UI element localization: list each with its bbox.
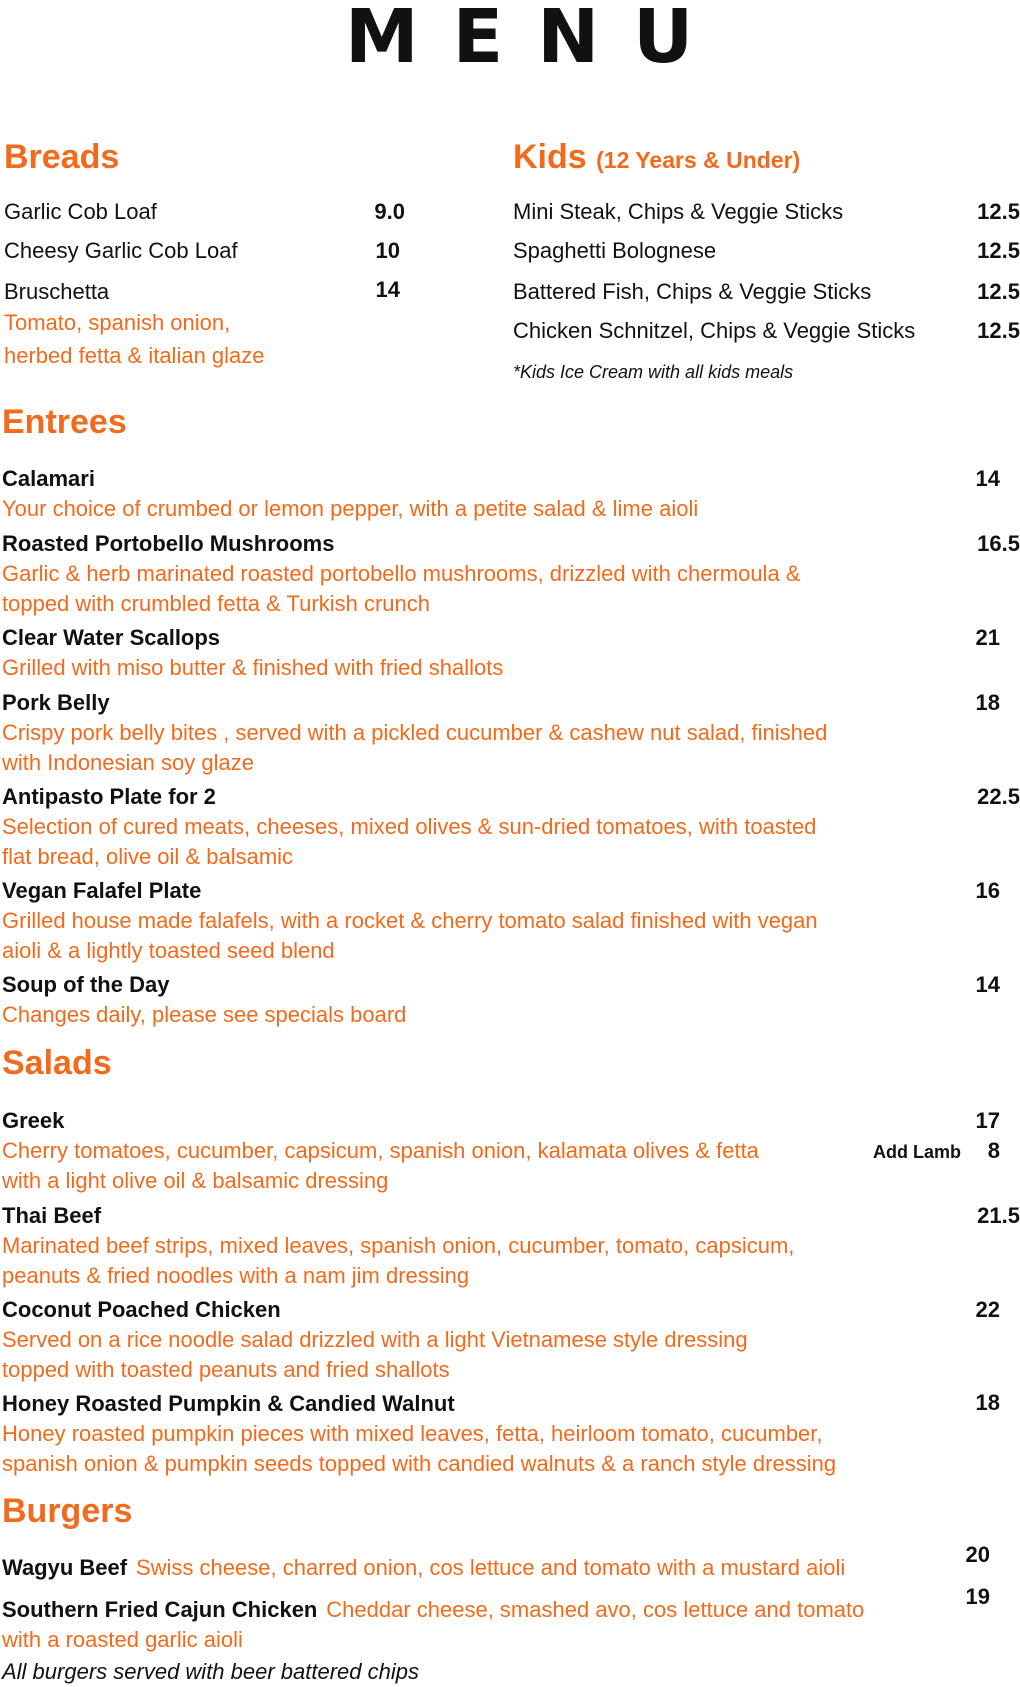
burgers-note: All burgers served with beer battered chips (2, 1659, 419, 1684)
salad-item-price: 17 (975, 1108, 1000, 1133)
entree-item-desc: Changes daily, please see specials board (2, 1002, 407, 1027)
entree-item-price: 16 (975, 878, 1000, 903)
entrees-heading: Entrees (2, 403, 127, 441)
entree-item-desc: Grilled house made falafels, with a rocket & cherry tomato salad finished with vegan (2, 908, 818, 933)
kids-heading-label: Kids (513, 138, 587, 176)
bread-item-name: Bruschetta (4, 279, 110, 304)
entree-item-name: Clear Water Scallops (2, 625, 221, 650)
entree-item-price: 14 (975, 466, 1000, 491)
salad-item-name: Honey Roasted Pumpkin & Candied Walnut (2, 1391, 455, 1416)
kids-item-name: Mini Steak, Chips & Veggie Sticks (513, 199, 844, 224)
kids-item-name: Battered Fish, Chips & Veggie Sticks (513, 279, 872, 304)
entree-item-desc: Grilled with miso butter & finished with fried shallots (2, 655, 504, 680)
salad-item-desc: Cherry tomatoes, cucumber, capsicum, spanish onion, kalamata olives & fetta (2, 1138, 759, 1163)
salad-item-name: Greek (2, 1108, 65, 1133)
salad-item-name: Coconut Poached Chicken (2, 1297, 281, 1322)
burger-item-desc: Cheddar cheese, smashed avo, cos lettuce and tomato (326, 1597, 865, 1622)
salad-item-desc: peanuts & fried noodles with a nam jim dressing (2, 1263, 470, 1288)
bread-item-price: 10 (375, 238, 400, 263)
entree-item-desc: topped with crumbled fetta & Turkish crunch (2, 591, 430, 616)
entree-item-price: 16.5 (977, 531, 1020, 556)
entree-item-name: Pork Belly (2, 690, 110, 715)
salads-heading: Salads (2, 1044, 112, 1082)
kids-item-name: Spaghetti Bolognese (513, 238, 717, 263)
entree-item-name: Calamari (2, 466, 95, 491)
salad-item-price: 22 (975, 1297, 1000, 1322)
entree-item-desc: Your choice of crumbed or lemon pepper, with a petite salad & lime aioli (2, 496, 699, 521)
entree-item-price: 14 (975, 972, 1000, 997)
entree-item-price: 18 (975, 690, 1000, 715)
salad-item-name: Thai Beef (2, 1203, 102, 1228)
burger-item-price: 19 (965, 1584, 990, 1609)
salad-item-desc: Marinated beef strips, mixed leaves, spanish onion, cucumber, tomato, capsicum, (2, 1233, 795, 1258)
salad-addon-price: 8 (987, 1138, 1000, 1163)
salad-item-desc: Honey roasted pumpkin pieces with mixed leaves, fetta, heirloom tomato, cucumber, (2, 1421, 823, 1446)
bread-item-desc: herbed fetta & italian glaze (4, 343, 265, 368)
entree-item-name: Vegan Falafel Plate (2, 878, 202, 903)
salad-item-desc: spanish onion & pumpkin seeds topped with candied walnuts & a ranch style dressing (2, 1451, 837, 1476)
burger-item-name: Wagyu Beef (2, 1555, 128, 1580)
burger-item (2, 1555, 845, 1581)
kids-heading-sub: (12 Years & Under) (596, 147, 801, 173)
bread-item-price: 9.0 (374, 199, 405, 224)
kids-item-price: 12.5 (977, 279, 1020, 304)
burger-item-price: 20 (965, 1542, 990, 1567)
bread-item-desc: Tomato, spanish onion, (4, 310, 231, 335)
kids-heading (513, 138, 800, 177)
entree-item-price: 22.5 (977, 784, 1020, 809)
entree-item-desc: Garlic & herb marinated roasted portobello mushrooms, drizzled with chermoula & (2, 561, 801, 586)
salad-addon-label: Add Lamb (873, 1142, 961, 1162)
salad-item-desc: topped with toasted peanuts and fried shallots (2, 1357, 450, 1382)
kids-item-price: 12.5 (977, 318, 1020, 343)
burger-item-desc: Swiss cheese, charred onion, cos lettuce and tomato with a mustard aioli (135, 1555, 846, 1580)
page-title: MENU (345, 0, 728, 80)
kids-item-price: 12.5 (977, 238, 1020, 263)
breads-heading: Breads (4, 138, 120, 176)
burgers-heading: Burgers (2, 1492, 133, 1530)
salad-item-desc: Served on a rice noodle salad drizzled with a light Vietnamese style dressing (2, 1327, 748, 1352)
entree-item-desc: with Indonesian soy glaze (2, 750, 254, 775)
burger-item (2, 1597, 864, 1623)
entree-item-name: Roasted Portobello Mushrooms (2, 531, 335, 556)
bread-item-name: Cheesy Garlic Cob Loaf (4, 238, 238, 263)
salad-item-price: 21.5 (977, 1203, 1020, 1228)
burger-item-name: Southern Fried Cajun Chicken (2, 1597, 318, 1622)
kids-item-name: Chicken Schnitzel, Chips & Veggie Sticks (513, 318, 916, 343)
entree-item-desc: aioli & a lightly toasted seed blend (2, 938, 335, 963)
bread-item-name: Garlic Cob Loaf (4, 199, 157, 224)
bread-item-price: 14 (375, 277, 400, 302)
salad-item-price: 18 (975, 1390, 1000, 1415)
entree-item-desc: flat bread, olive oil & balsamic (2, 844, 294, 869)
kids-item-price: 12.5 (977, 199, 1020, 224)
salad-item-desc: with a light olive oil & balsamic dressing (2, 1168, 389, 1193)
burger-item-desc: with a roasted garlic aioli (2, 1627, 243, 1652)
entree-item-name: Antipasto Plate for 2 (2, 784, 216, 809)
entree-item-price: 21 (975, 625, 1000, 650)
entree-item-desc: Selection of cured meats, cheeses, mixed olives & sun-dried tomatoes, with toasted (2, 814, 817, 839)
kids-note: *Kids Ice Cream with all kids meals (513, 362, 794, 382)
entree-item-name: Soup of the Day (2, 972, 170, 997)
entree-item-desc: Crispy pork belly bites , served with a pickled cucumber & cashew nut salad, finished (2, 720, 828, 745)
